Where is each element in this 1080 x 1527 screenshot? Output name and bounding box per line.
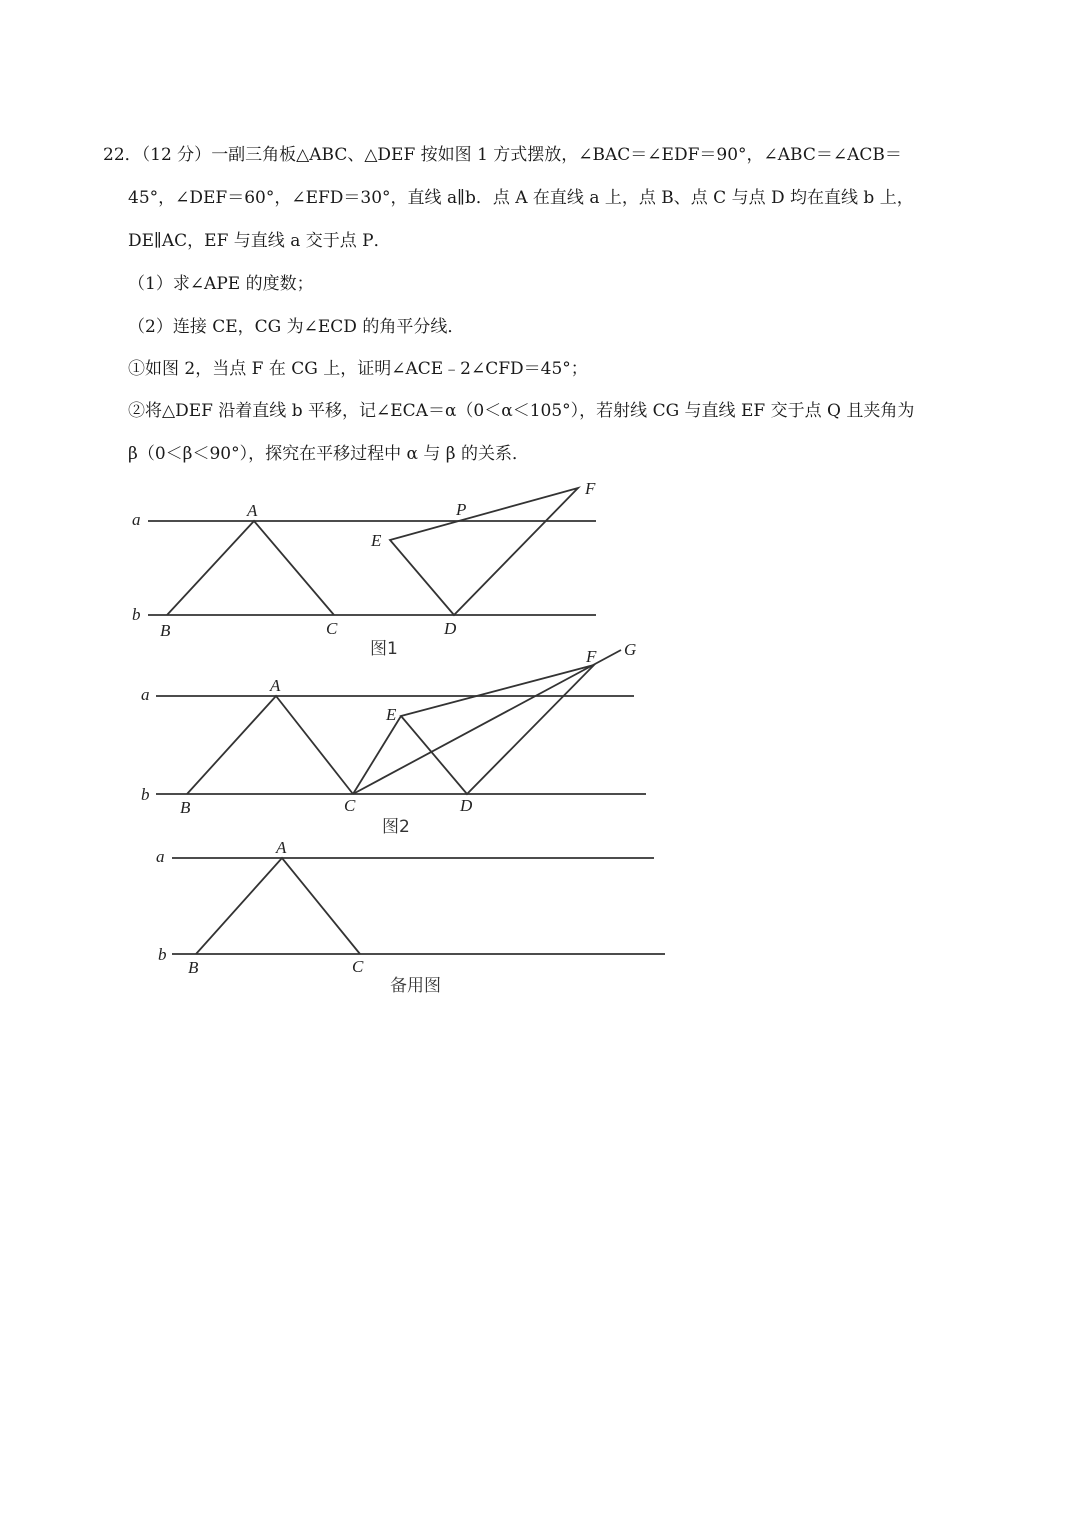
fig3-label-a: a: [156, 847, 165, 866]
fig1-label-A: A: [247, 501, 258, 520]
problem-text-line-1: 一副三角板△ABC、△DEF 按如图 1 方式摆放，∠BAC＝∠EDF＝90°，∠ABC＝∠ACB＝: [211, 145, 902, 165]
fig1-triangle-def: [390, 488, 578, 615]
fig1-caption: 图1: [370, 639, 398, 659]
fig2-label-B: B: [180, 798, 191, 817]
fig2-label-F: F: [586, 647, 597, 666]
fig1-label-P: P: [456, 500, 467, 519]
fig1-label-C: C: [326, 619, 338, 638]
problem-score: （12 分）: [141, 145, 212, 165]
figure-3: [172, 858, 665, 954]
question-2-part-1: ①如图 2，当点 F 在 CG 上，证明∠ACE﹣2∠CFD＝45°；: [128, 359, 588, 379]
fig2-triangle-abc: [187, 696, 353, 794]
problem-number: 22: [103, 145, 125, 165]
fig2-label-E: E: [386, 705, 397, 724]
fig3-caption: 备用图: [390, 976, 441, 996]
fig2-label-a: a: [141, 685, 150, 704]
problem-text-line-2: 45°，∠DEF＝60°，∠EFD＝30°，直线 a∥b．点 A 在直线 a 上，点 B、点 C 与点 D 均在直线 b 上，: [128, 188, 914, 208]
fig3-label-C: C: [352, 957, 364, 976]
fig3-label-B: B: [188, 958, 199, 977]
figure-2: [156, 650, 646, 794]
question-1: （1）求∠APE 的度数；: [128, 274, 314, 294]
fig3-label-A: A: [276, 838, 287, 857]
figure-1: [148, 488, 596, 615]
problem-text-line-3: DE∥AC，EF 与直线 a 交于点 P．: [128, 231, 391, 251]
fig1-label-a: a: [132, 510, 141, 529]
fig2-label-A: A: [270, 676, 281, 695]
fig2-label-G: G: [624, 640, 637, 659]
question-2-part-2-line-1: ②将△DEF 沿着直线 b 平移，记∠ECA＝α（0＜α＜105°），若射线 CG 与直线 EF 交于点 Q 且夹角为: [128, 401, 915, 421]
fig1-label-F: F: [585, 479, 596, 498]
fig2-label-C: C: [344, 796, 356, 815]
problem-line-1: 22．（12 分）一副三角板△ABC、△DEF 按如图 1 方式摆放，∠BAC＝∠EDF＝90°，∠ABC＝∠ACB＝: [103, 145, 902, 165]
fig1-label-B: B: [160, 621, 171, 640]
fig2-caption: 图2: [382, 817, 410, 837]
fig1-triangle-abc: [167, 521, 334, 615]
fig1-label-b: b: [132, 605, 141, 624]
fig2-label-D: D: [460, 796, 473, 815]
fig3-triangle-abc: [196, 858, 360, 954]
fig1-label-E: E: [371, 531, 382, 550]
fig1-label-D: D: [444, 619, 457, 638]
fig2-label-b: b: [141, 785, 150, 804]
question-2: （2）连接 CE，CG 为∠ECD 的角平分线．: [128, 317, 465, 337]
fig3-label-b: b: [158, 945, 167, 964]
fig2-triangle-def: [401, 665, 594, 794]
question-2-part-2-line-2: β（0＜β＜90°），探究在平移过程中 α 与 β 的关系．: [128, 444, 530, 464]
fig2-segment-ce: [353, 716, 401, 794]
